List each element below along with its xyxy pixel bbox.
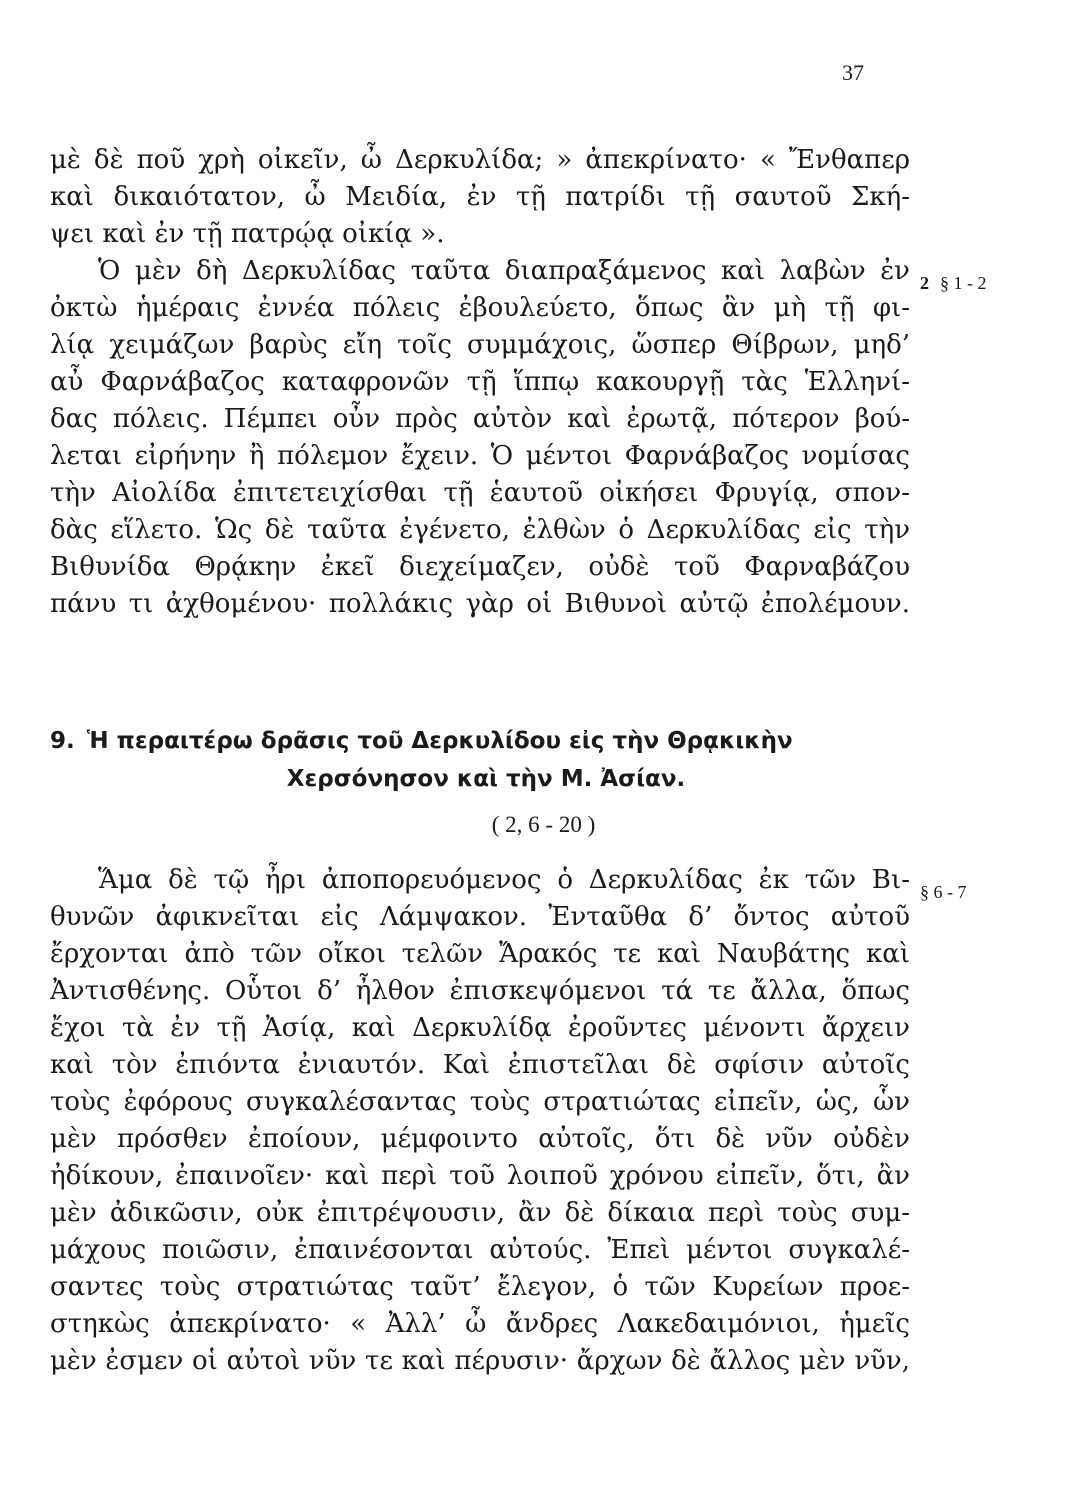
paragraph-dercylidas-winter <box>50 253 910 623</box>
text-line: θυνῶν ἀφικνεῖται εἰς Λάμψακον. Ἐνταῦθα δ’ ὄντος αὐτοῦ <box>50 902 910 932</box>
text-line: καὶ τὸν ἐπιόντα ἐνιαυτόν. Καὶ ἐπιστεῖλαι δὲ σφίσιν αὐτοῖς <box>50 1050 910 1080</box>
text-line: μὲ δὲ ποῦ χρὴ οἰκεῖν, ὦ Δερκυλίδα; » ἀπεκρίνατο· « Ἔνθαπερ <box>50 145 910 175</box>
paragraph-lampsacus <box>50 862 910 1380</box>
text-line: τὴν Αἰολίδα ἐπιτετειχίσθαι τῇ ἑαυτοῦ οἰκήσει Φρυγίᾳ, σπον- <box>50 478 910 508</box>
text-line: μὲν πρόσθεν ἐποίουν, μέμφοιντο αὐτοῖς, ὅτι δὲ νῦν οὐδὲν <box>50 1124 910 1154</box>
text-line: λίᾳ χειμάζων βαρὺς εἴη τοῖς συμμάχοις, ὥσπερ Θίβρων, μηδ’ <box>50 330 910 360</box>
text-line: ἔρχονται ἀπὸ τῶν οἴκοι τελῶν Ἄρακός τε καὶ Ναυβάτης καὶ <box>50 939 910 969</box>
text-line: σαντες τοὺς στρατιώτας ταῦτ’ ἔλεγον, ὁ τῶν Κυρείων προε- <box>50 1272 910 1302</box>
text-line: ψει καὶ ἐν τῇ πατρῴᾳ οἰκίᾳ ». <box>50 219 445 249</box>
text-line: ἔχοι τὰ ἐν τῇ Ἀσίᾳ, καὶ Δερκυλίδᾳ ἐροῦντες μένοντι ἄρχειν <box>50 1013 910 1043</box>
text-line: στηκὼς ἀπεκρίνατο· « Ἀλλ’ ὦ ἄνδρες Λακεδαιμόνιοι, ἡμεῖς <box>50 1309 910 1339</box>
heading-range: ( 2, 6 - 20 ) <box>491 812 596 837</box>
text-line: μάχους ποιῶσιν, ἐπαινέσονται αὐτούς. Ἐπεὶ μέντοι συγκαλέ- <box>50 1235 910 1265</box>
text-line: μὲν ἐσμεν οἱ αὐτοὶ νῦν τε καὶ πέρυσιν· ἄρχων δὲ ἄλλος μὲν νῦν, <box>50 1346 910 1376</box>
margin-section-ref: § 6 - 7 <box>920 882 967 902</box>
section-number: 9. <box>50 728 75 754</box>
text-line: πάνυ τι ἀχθομένου· πολλάκις γὰρ οἱ Βιθυνοὶ αὐτῷ ἐπολέμουν. <box>50 589 910 619</box>
text-line: τοὺς ἐφόρους συγκαλέσαντας τοὺς στρατιώτας εἰπεῖν, ὡς, ὧν <box>50 1087 910 1117</box>
text-line: δας πόλεις. Πέμπει οὖν πρὸς αὐτὸν καὶ ἐρωτᾷ, πότερον βού- <box>50 404 910 434</box>
page-number: 37 <box>842 60 864 85</box>
heading-title-line1: Ἡ περαιτέρω δρᾶσις τοῦ Δερκυλίδου εἰς τὴν Θρᾳκικὴν <box>86 728 793 754</box>
text-line: ἠδίκουν, ἐπαινοῖεν· καὶ περὶ τοῦ λοιποῦ χρόνου εἰπεῖν, ὅτι, ἂν <box>50 1161 910 1191</box>
margin-section-ref: § 1 - 2 <box>940 273 987 293</box>
margin-section-number: 2 <box>920 273 929 293</box>
paragraph-continuation <box>50 142 910 253</box>
text-line: καὶ δικαιότατον, ὦ Μειδία, ἐν τῇ πατρίδι τῇ σαυτοῦ Σκή- <box>50 182 910 212</box>
heading-title-line2: Χερσόνησον καὶ τὴν Μ. Ἀσίαν. <box>286 766 686 792</box>
text-line: Βιθυνίδα Θρᾴκην ἐκεῖ διεχείμαζεν, οὐδὲ τοῦ Φαρναβάζου <box>50 552 910 582</box>
text-line: Ἅμα δὲ τῷ ἦρι ἀποπορευόμενος ὁ Δερκυλίδας ἐκ τῶν Βι- <box>98 865 910 895</box>
text-line: μὲν ἀδικῶσιν, οὐκ ἐπιτρέψουσιν, ἂν δὲ δίκαια περὶ τοὺς συμ- <box>50 1198 910 1228</box>
text-line: αὖ Φαρνάβαζος καταφρονῶν τῇ ἵππῳ κακουργῇ τὰς Ἑλληνί- <box>50 367 910 397</box>
text-line: δὰς εἵλετο. Ὡς δὲ ταῦτα ἐγένετο, ἐλθὼν ὁ Δερκυλίδας εἰς τὴν <box>50 515 910 545</box>
heading-line <box>50 722 910 760</box>
section-heading <box>50 722 910 798</box>
text-line: Ὁ μὲν δὴ Δερκυλίδας ταῦτα διαπραξάμενος καὶ λαβὼν ἐν <box>98 256 910 286</box>
text-line: λεται εἰρήνην ἢ πόλεμον ἔχειν. Ὁ μέντοι Φαρνάβαζος νομίσας <box>50 441 910 471</box>
text-line: ὀκτὼ ἡμέραις ἐννέα πόλεις ἐβουλεύετο, ὅπως ἂν μὴ τῇ φι- <box>50 293 910 323</box>
text-line: Ἀντισθένης. Οὗτοι δ’ ἦλθον ἐπισκεψόμενοι τά τε ἄλλα, ὅπως <box>50 976 910 1006</box>
